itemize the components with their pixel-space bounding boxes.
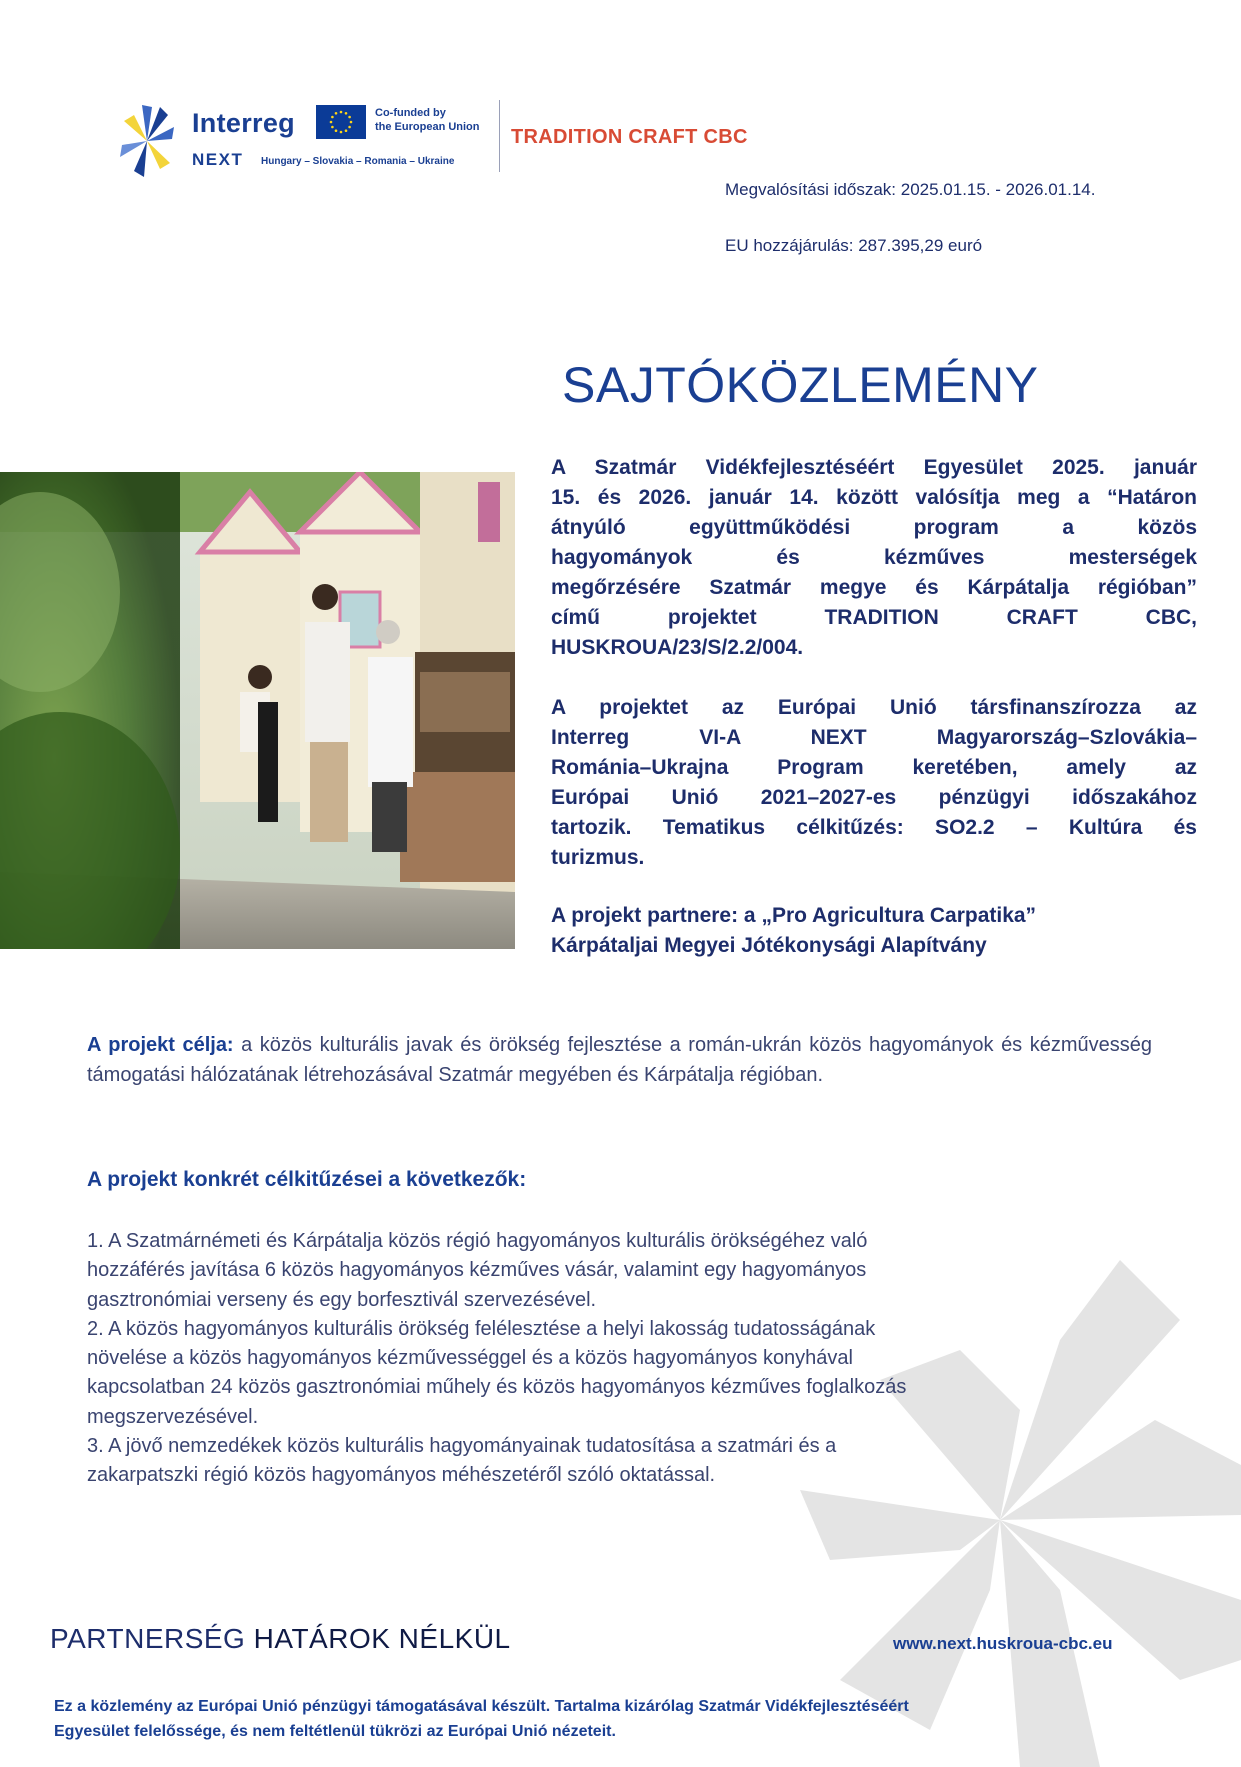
objectives-heading: A projekt konkrét célkitűzései a következők: bbox=[87, 1168, 527, 1191]
interreg-star-icon bbox=[120, 105, 174, 177]
objective-line: 1. A Szatmárnémeti és Kárpátalja közös régió hagyományos kulturális örökségéhez való bbox=[87, 1230, 868, 1252]
intro-paragraph-2: A projektet az Európai Unió társfinanszírozza az Interreg VI-A NEXT Magyarország–Szlovákia– Románia–Ukrajna Program keretében, amely az Európai Unió 2021–2027-es pénzügyi időszakához tartozik. Tematikus célkitűzés: SO2.2 – Kultúra és turizmus. bbox=[551, 696, 1197, 869]
interreg-wordmark: Interreg bbox=[192, 108, 295, 138]
objectives-list bbox=[87, 1227, 1177, 1491]
objective-line: megszervezésével. bbox=[87, 1405, 259, 1428]
craft-fair-photo bbox=[0, 472, 515, 949]
objective-line: 2. A közös hagyományos kulturális örökség felélesztése a helyi lakosság tudatosságának bbox=[87, 1317, 876, 1340]
objective-line: zakarpatszki régió közös hagyományos méhészetéről szóló oktatással. bbox=[87, 1464, 716, 1487]
next-wordmark: NEXT bbox=[192, 150, 244, 169]
objective-line: hozzáférés javítása 6 közös hagyományos kézműves vásár, valamint egy hagyományos bbox=[87, 1259, 867, 1282]
objective-line: növelése a közös hagyományos kézművességgel és a közös hagyományos konyhával bbox=[87, 1347, 853, 1370]
disclaimer: Ez a közlemény az Európai Unió pénzügyi támogatásával készült. Tartalma kizárólag Szatmár Vidékfejlesztéséért Egyesület felelőssége, és nem feltétlenül tükrözi az Európai Unió nézeteit. bbox=[54, 1698, 909, 1740]
project-goal-text: a közös kulturális javak és örökség fejlesztése a román-ukrán közös hagyományok és kézművesség támogatási hálózatának létrehozásával Szatmár megyében és Kárpátalja régióban. bbox=[87, 1034, 1152, 1086]
project-goal bbox=[87, 1030, 1152, 1090]
objective-line: gasztronómiai verseny és egy borfesztivál szervezésével. bbox=[87, 1288, 597, 1311]
page-title: SAJTÓKÖZLEMÉNY bbox=[562, 357, 1039, 413]
implementation-period: Megvalósítási időszak: 2025.01.15. - 2026.01.14. bbox=[725, 180, 1096, 199]
eu-flag-icon bbox=[316, 105, 366, 139]
project-brand: TRADITION CRAFT CBC bbox=[511, 126, 748, 148]
intro-paragraph-1: A Szatmár Vidékfejlesztéséért Egyesület 2025. január 15. és 2026. január 14. között valósítja meg a “Határon átnyúló együttműködési program a közös hagyományok és kézműves mesterségek megőrzésére Szatmár megye és Kárpátalja régióban” című projektet TRADITION CRAFT CBC, HUSKROUA/23/S/2.2/004. bbox=[551, 456, 1197, 659]
slogan: PARTNERSÉG HATÁROK NÉLKÜL bbox=[50, 1623, 511, 1654]
website-link[interactable]: www.next.huskroua-cbc.eu bbox=[893, 1634, 1113, 1653]
project-goal-label: A projekt célja: bbox=[87, 1034, 234, 1056]
cofunded-label: Co-funded by the European Union bbox=[375, 107, 480, 133]
eu-contribution: EU hozzájárulás: 287.395,29 euró bbox=[725, 236, 983, 255]
program-countries: Hungary – Slovakia – Romania – Ukraine bbox=[261, 156, 455, 167]
partner-paragraph: A projekt partnere: a „Pro Agricultura Carpatika” Kárpátaljai Megyei Jótékonysági Alapítvány bbox=[551, 904, 1037, 957]
logo-divider bbox=[499, 100, 500, 172]
interreg-logo bbox=[120, 100, 510, 180]
objective-line: kapcsolatban 24 közös gasztronómiai műhely és közös hagyományos kézműves foglalkozás bbox=[87, 1376, 907, 1399]
objective-line: 3. A jövő nemzedékek közös kulturális hagyományainak tudatosítása a szatmári és a bbox=[87, 1435, 837, 1458]
